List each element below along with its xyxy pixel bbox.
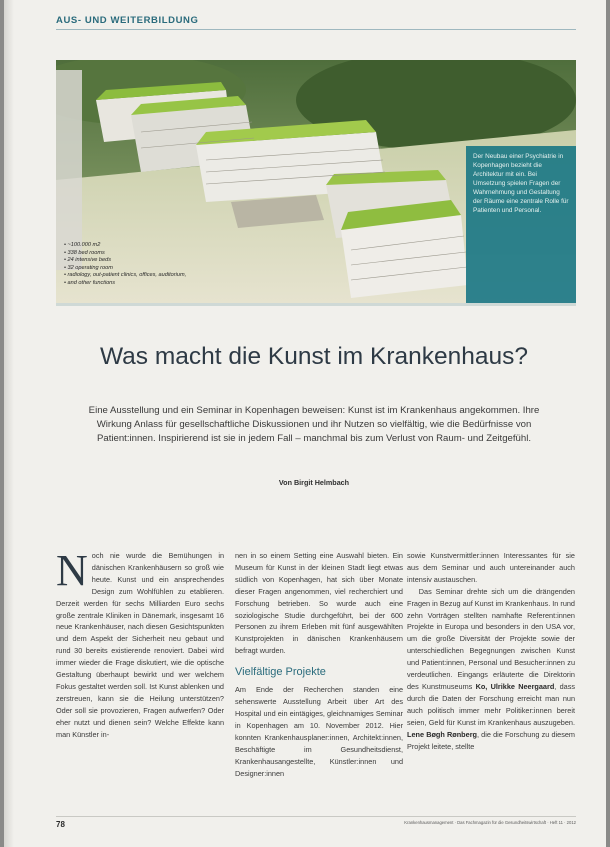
body-paragraph: och nie wurde die Bemühungen in dänischen Krankenhäusern so groß wie heute. Kunst und ein ansprechendes Design zum Wohlfühlen zu etablieren. Derzeit werden für sechs Milliarden Euro sechs große zentrale Kliniken in Dänemark, insgesamt 16 neue Krankenhäuser, nach diesen Gesichtspunkten und dem Aspekt der Sicherheit neu gebaut und rund 30 bereits existierende renoviert. Dabei wird immer wieder die Frage diskutiert, wie die optische Gestaltung überhaupt bewirkt und wer welchem Fokus gestaltet werden soll. Ist Kunst ablenken und zerstreuen, kann sie die Heilung unterstützen? Oder soll sie provozieren, Fragen aufwerfen? Oder eher nutzt und dienen sein? Welche Effekte kann man Künstler in- <box>56 551 224 739</box>
stat-line: • 32 operating room <box>64 265 244 273</box>
body-paragraph <box>407 586 575 753</box>
body-column-3 <box>407 550 575 752</box>
person-name: Ko, Ulrikke Neergaard <box>475 681 555 691</box>
body-text: , die die Forschung zu diesem Projekt leitete, stellte <box>407 729 576 751</box>
stat-line: • and other functions <box>64 280 244 288</box>
article-byline: Von Birgit Helmbach <box>278 478 350 487</box>
stat-line: • radiology, out-patient clinics, offices, auditorium, <box>64 272 244 280</box>
hero-image <box>56 60 576 303</box>
stat-line: • ~100.000 m2 <box>64 242 244 250</box>
body-paragraph: sowie Kunstvermittler:innen Interessantes für sie aus dem Seminar und auch untereinander auch intensiv austauschen. <box>407 551 575 584</box>
body-column-1 <box>56 546 224 741</box>
stat-line: • 24 intensive beds <box>64 257 244 265</box>
body-paragraph: nen in so einem Setting eine Auswahl bieten. Ein Museum für Kunst in der kleinen Stadt liegt etwas südlich von Kopenhagen, hat sich über Monate dieser Fragen angenommen, viel recherchiert und Forschung betrieben. So wurde auch eine soziologische Studie durchgeführt, bei der 600 Personen zu ihrem Erleben mit fünf ausgewählten Kunstprojekten in dänischen Krankenhäusern befragt wurden. <box>235 551 403 656</box>
stat-line: • 338 bed rooms <box>64 250 244 258</box>
article-headline: Was macht die Kunst im Krankenhaus? <box>99 343 529 370</box>
image-caption: Der Neubau einer Psychiatrie in Kopenhagen bezieht die Architektur mit ein. Bei Umsetzung spielen Fragen der Wahrnehmung und Gestaltung der Räume eine zentrale Rolle für Patienten und Personal. <box>473 153 569 214</box>
page-spine <box>4 0 14 847</box>
image-caption-box <box>466 146 576 303</box>
footer-rule <box>56 816 576 817</box>
body-text: , dass durch die Daten der Forschung erreicht man nun auch politisch immer mehr Politiker:innen bereit seien, Geld für Kunst im Krankenhaus auszugeben. <box>407 681 575 727</box>
section-subhead: Vielfältige Projekte <box>235 666 326 679</box>
section-label: AUS- UND WEITERBILDUNG <box>56 15 199 26</box>
article-lead: Eine Ausstellung und ein Seminar in Kopenhagen beweisen: Kunst ist im Krankenhaus angekommen. Ihre Wirkung Anlass für gesellschaftliche Diskussionen und ihr Nutzen so vielfältig, wie die Bedürfnisse von Patient:innen. Inspirierend ist sie in jedem Fall – manchmal bis zum Verlust von Raum- und Zeitgefühl. <box>88 405 540 444</box>
body-text: Das Seminar drehte sich um die drängenden Fragen in Bezug auf Kunst im Krankenhaus. In rund zehn Vorträgen stellten namhafte Referent:innen Projekte in Europa und besonders in den USA vor, um die große Diversität der Projekte sowie der unterschiedlichen Begegnungen zwischen Kunst und Patient:innen, Personal und Besucher:innen zu verdeutlichen. Eingangs erläuterte die Direktorin des Kunstmuseums <box>407 586 575 691</box>
body-paragraph: Am Ende der Recherchen standen eine sehenswerte Ausstellung Arbeit über Art des Hospital und ein eintägiges, gleichnamiges Seminar in Kopenhagen am 10. November 2012. Hier konnten Krankenhausplaner:innen, Architekt:innen, Beschäftigte im Gesundheitsdienst, Krankenhausangestellte, Künstler:innen und Designer:innen <box>235 685 403 778</box>
building-stats <box>64 242 244 288</box>
drop-cap: N <box>56 546 88 595</box>
section-rule <box>56 29 576 30</box>
hero-divider <box>56 303 576 306</box>
page-number: 78 <box>56 820 65 829</box>
body-column-2 <box>235 550 403 779</box>
footer-source: Krankenhausmanagement · Das Fachmagazin für die Gesundheitswirtschaft · Heft 11 · 2012 <box>404 820 576 825</box>
person-name: Lene Bøgh Rønberg <box>407 729 477 739</box>
magazine-page <box>4 0 606 847</box>
